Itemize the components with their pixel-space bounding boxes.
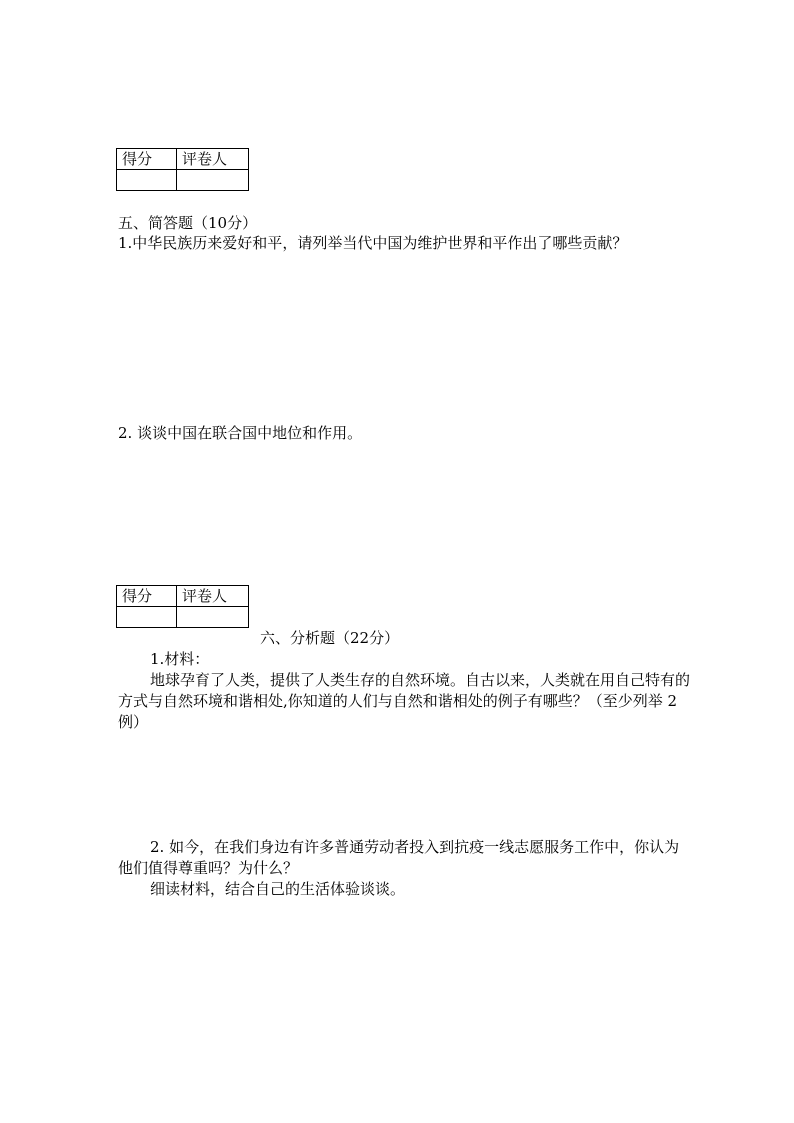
section6-title: 六、分析题（22分） <box>260 629 400 647</box>
score-header: 得分 <box>117 149 177 170</box>
section6-q1-line3: 例） <box>118 713 149 731</box>
score-table-2 <box>116 585 249 628</box>
section5-title: 五、简答题（10分） <box>118 214 258 232</box>
section6-q1-line1: 地球孕育了人类，提供了人类生存的自然环境。自古以来，人类就在用自己特有的 <box>150 671 691 689</box>
section6-q2-line3: 细读材料，结合自己的生活体验谈谈。 <box>150 880 406 898</box>
section6-q2-line1: 2. 如今，在我们身边有许多普通劳动者投入到抗疫一线志愿服务工作中，你认为 <box>150 838 680 856</box>
score-header: 得分 <box>117 586 177 607</box>
section6-q1-line2: 方式与自然环境和谐相处,你知道的人们与自然和谐相处的例子有哪些？（至少列举 2 <box>118 692 678 710</box>
score-table-1 <box>116 148 249 191</box>
grader-header: 评卷人 <box>177 586 249 607</box>
section5-question-2: 2. 谈谈中国在联合国中地位和作用。 <box>118 424 363 442</box>
score-cell[interactable] <box>117 170 177 191</box>
section6-q1-label: 1.材料： <box>150 650 210 668</box>
grader-header: 评卷人 <box>177 149 249 170</box>
score-cell[interactable] <box>117 607 177 628</box>
grader-cell[interactable] <box>177 170 249 191</box>
section5-question-1: 1.中华民族历来爱好和平，请列举当代中国为维护世界和平作出了哪些贡献？ <box>118 234 628 252</box>
grader-cell[interactable] <box>177 607 249 628</box>
section6-q2-line2: 他们值得尊重吗？为什么？ <box>118 859 299 877</box>
